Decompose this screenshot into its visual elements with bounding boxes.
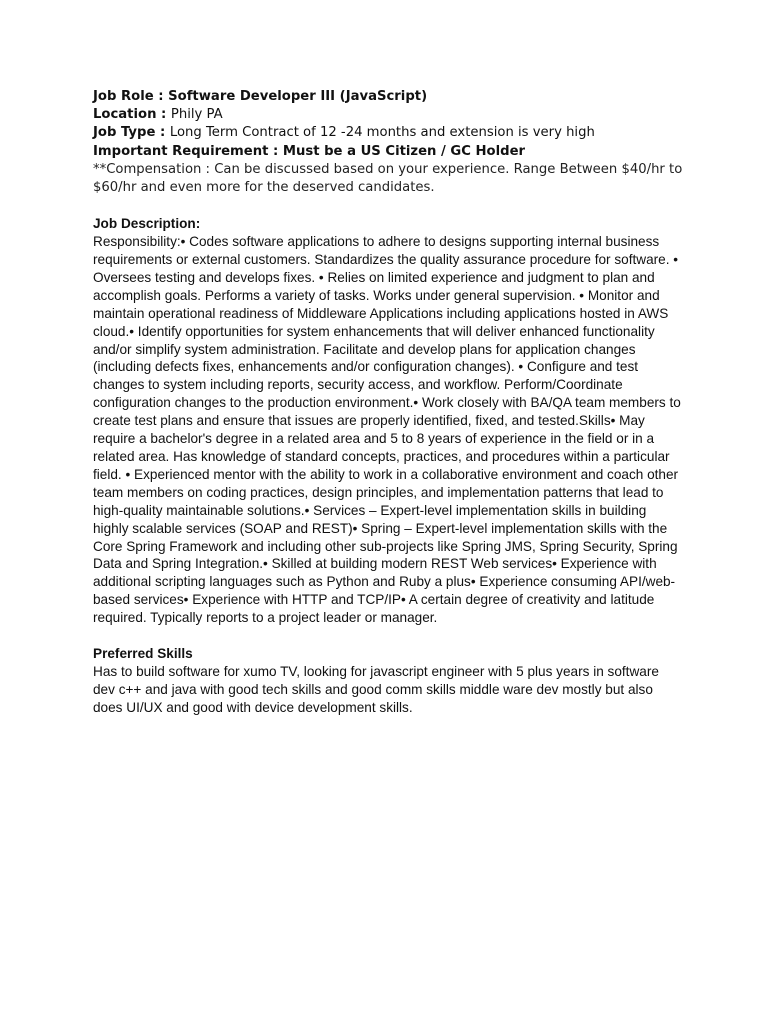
preferred-skills-text: Has to build software for xumo TV, looking for javascript engineer with 5 plus years in software dev c++ and java with good tech skills and good comm skills middle ware dev mostly but also does UI/UX and good with device development skills. [93,663,659,715]
location-label: Location : [93,107,171,123]
preferred-skills-title: Preferred Skills [93,646,193,662]
job-role-label: Job Role : [93,89,169,104]
compensation-text: **Compensation : Can be discussed based on your experience. Range Between $40/hr to $60/hr and even more for the deserved candidates. [93,161,683,196]
location-line [93,106,683,124]
job-type-label: Job Type : [93,125,170,141]
job-role-line [93,88,683,106]
document-page [93,88,683,717]
job-description-title: Job Description: [93,216,201,232]
important-requirement: Important Requirement : Must be a US Citizen / GC Holder [93,143,526,159]
job-type-line [93,124,683,142]
location-value: Phily PA [170,107,223,123]
job-description-section [93,215,683,716]
job-type-value: Long Term Contract of 12 -24 months and extension is very high [169,125,595,141]
job-header [93,88,683,197]
job-description-text: Responsibility:• Codes software applications to adhere to designs supporting internal business requirements or external customers. Standardizes the quality assurance procedure for software. • Oversees testing and develops fixes. • Relies on limited experience and judgment to plan and accomplish goals. Performs a variety of tasks. Works under general supervision. • Monitor and maintain operational readiness of Middleware Applications including applications hosted in AWS cloud.• Identify opportunities for system enhancements that will deliver enhanced functionality and/or simplify system administration. Facilitate and develop plans for application changes (including defects fixes, enhancements and/or configuration changes). • Configure and test changes to system including reports, security access, and workflow. Perform/Coordinate configuration changes to the production environment.• Work closely with BA/QA team members to create test plans and ensure that issues are properly identified, fixed, and tested.Skills• May require a bachelor's degree in a related area and 5 to 8 years of experience in the field or in a related area. Has knowledge of standard concepts, practices, and procedures within a particular field. • Experienced mentor with the ability to work in a collaborative environment and coach other team members on coding practices, design principles, and implementation patterns that lead to high-quality maintainable solutions.• Services – Expert-level implementation skills in building highly scalable services (SOAP and REST)• Spring – Expert-level implementation skills with the Core Spring Framework and including other sub-projects like Spring JMS, Spring Security, Spring Data and Spring Integration.• Skilled at building modern REST Web services• Experience with additional scripting languages such as Python and Ruby a plus• Experience consuming API/web-based services• Experience with HTTP and TCP/IP• A certain degree of creativity and latitude required. Typically reports to a project leader or manager. [93,234,681,626]
job-role-value: Software Developer III (JavaScript) [168,89,428,104]
